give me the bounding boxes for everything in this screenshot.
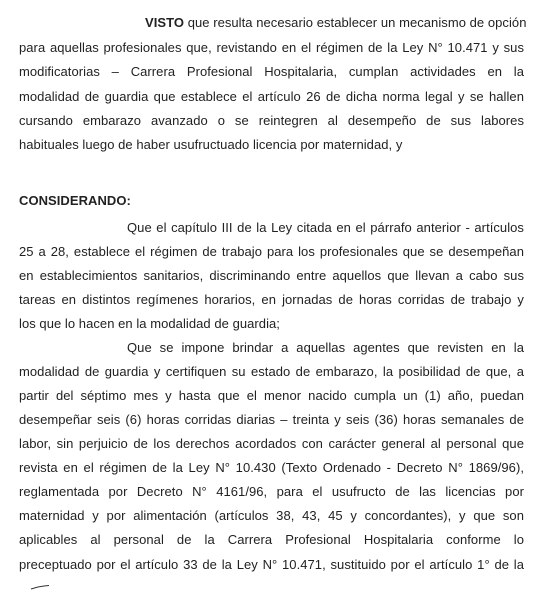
visto-text-1: que resulta necesario establecer un mecanismo de opción (184, 15, 527, 30)
para2-line-3: partir del séptimo mes y hasta que el menor nacido cumpla un (1) año, puedan (19, 388, 524, 403)
para1-line-3: en establecimientos sanitarios, discriminando entre aquellos que llevan a cabo sus (19, 268, 524, 283)
para2-line-4: desempeñar seis (6) horas corridas diarias – treinta y seis (36) horas semanales de (19, 412, 524, 427)
visto-line-5: cursando embarazo avanzado o se reintegren al desempeño de sus labores (19, 113, 524, 128)
para1-line-5: los que lo hacen en la modalidad de guardia; (19, 316, 280, 331)
visto-line-4: modalidad de guardia que establece el artículo 26 de dicha norma legal y se hallen (19, 89, 524, 104)
visto-line-2: para aquellas profesionales que, revistando en el régimen de la Ley N° 10.471 y sus (19, 40, 524, 55)
visto-line-1 (145, 15, 525, 31)
para2-line-10: preceptuado por el artículo 33 de la Ley N° 10.471, sustituido por el artículo 1° de la (19, 557, 524, 572)
para1-line-2: 25 a 28, establece el régimen de trabajo para los profesionales que se desempeñan (19, 244, 524, 259)
para2-line-1: Que se impone brindar a aquellas agentes que revisten en la (127, 340, 524, 355)
para2-line-5: labor, sin perjuicio de los derechos acordados con carácter general al personal que (19, 436, 524, 451)
para2-line-9: aplicables al personal de la Carrera Profesional Hospitalaria conforme lo (19, 532, 524, 547)
para2-line-7: reglamentada por Decreto N° 4161/96, para el usufructo de las licencias por (19, 484, 524, 499)
para1-line-4: tareas en distintos regímenes horarios, en jornadas de horas corridas de trabajo y (19, 292, 524, 307)
visto-heading: VISTO (145, 15, 185, 30)
considerando-heading: CONSIDERANDO: (19, 193, 131, 208)
visto-line-6: habituales luego de haber usufructuado licencia por maternidad, y (19, 137, 403, 152)
pen-mark (30, 585, 50, 590)
visto-line-3: modificatorias – Carrera Profesional Hospitalaria, cumplan actividades en la (19, 64, 524, 79)
para1-line-1: Que el capítulo III de la Ley citada en el párrafo anterior - artículos (127, 220, 524, 235)
para2-line-8: maternidad y por alimentación (artículos 38, 43, 45 y concordantes), y que son (19, 508, 524, 523)
para2-line-2: modalidad de guardia y certifiquen su estado de embarazo, la posibilidad de que, a (19, 364, 524, 379)
para2-line-6: revista en el régimen de la Ley N° 10.430 (Texto Ordenado - Decreto N° 1869/96), (19, 460, 524, 475)
